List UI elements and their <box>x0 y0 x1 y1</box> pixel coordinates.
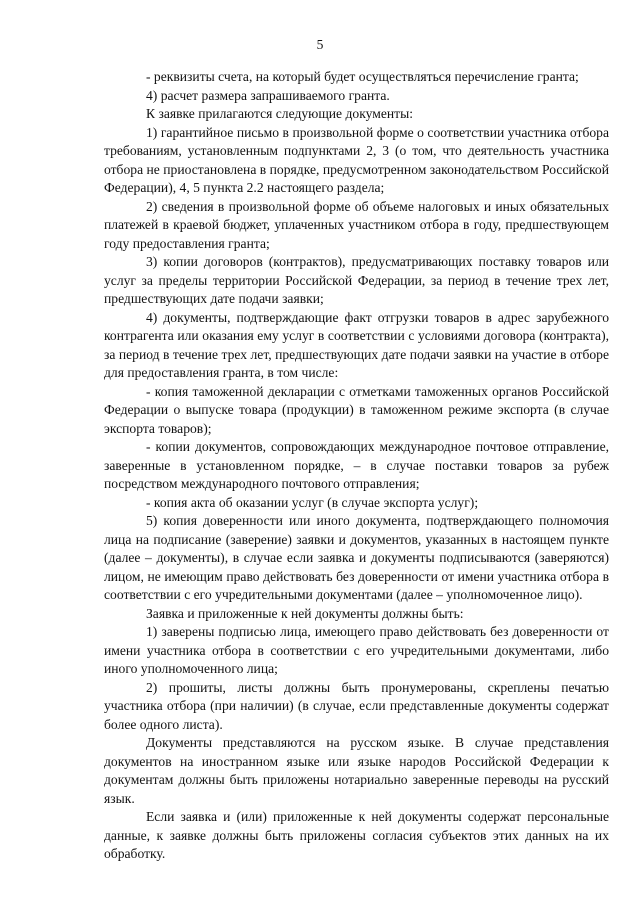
paragraph-item-5-power-of-attorney: 5) копия доверенности или иного документа, подтверждающего полномочия лица на подписание (заверение) заявки и документов, указанных в настоящем пункте (далее – документы), в случае если заявка и документы подписываются (заверяются) лицом, не имеющим право действовать без доверенности от имени участника отбора в соответствии с его учредительными документами (далее – уполномоченное лицо). <box>104 513 609 602</box>
paragraph-postal-documents: - копии документов, сопровождающих международное почтовое отправление, заверенные в установленном порядке, – в случае поставки товаров за рубеж посредством международного почтового отправления; <box>104 439 609 491</box>
page-number: 5 <box>316 37 324 52</box>
paragraph-item-4-shipment-documents: 4) документы, подтверждающие факт отгрузки товаров в адрес зарубежного контрагента или оказания ему услуг в соответствии с условиями договора (контракта), за период в течение трех лет, предшествующих дате подачи заявки на участие в отборе для предоставления гранта, в том числе: <box>104 309 609 380</box>
paragraph-requirements-intro: Заявка и приложенные к ней документы должны быть: <box>146 605 464 621</box>
paragraph-item-2-tax-payments: 2) сведения в произвольной форме об объеме налоговых и иных обязательных платежей в краевой бюджет, уплаченных участником отбора в году, предшествующем году предоставления гранта; <box>104 198 609 251</box>
paragraph-requirement-1-signature: 1) заверены подписью лица, имеющего право действовать без доверенности от имени участника отбора в соответствии с его учредительными документами, либо иного уполномоченного лица; <box>104 624 609 676</box>
paragraph-account-details: - реквизиты счета, на который будет осуществляться перечисление гранта; <box>146 69 579 84</box>
paragraph-personal-data: Если заявка и (или) приложенные к ней документы содержат персональные данные, к заявке должны быть приложены согласия субъектов этих данных на их обработку. <box>104 809 609 861</box>
paragraph-item-1-guarantee-letter: 1) гарантийное письмо в произвольной форме о соответствии участника отбора требованиям, установленным подпунктами 2, 3 (о том, что деятельность участника отбора не приостановлена в порядке, предусмотренном законодательством Российской Федерации), 4, 5 пункта 2.2 настоящего раздела; <box>104 124 609 195</box>
document-body <box>104 68 609 864</box>
paragraph-requirement-2-binding: 2) прошиты, листы должны быть пронумерованы, скреплены печатью участника отбора (при наличии) (в случае, если представленные документы содержат более одного листа). <box>104 679 609 732</box>
paragraph-service-act: - копия акта об оказании услуг (в случае экспорта услуг); <box>146 494 479 510</box>
paragraph-attached-documents-intro: К заявке прилагаются следующие документы: <box>146 106 413 121</box>
paragraph-grant-calculation: 4) расчет размера запрашиваемого гранта. <box>146 87 390 103</box>
paragraph-item-3-contracts: 3) копии договоров (контрактов), предусматривающих поставку товаров или услуг за пределы территории Российской Федерации, за период в течение трех лет, предшествующих дате подачи заявки; <box>104 254 609 306</box>
paragraph-customs-declaration: - копия таможенной декларации с отметками таможенных органов Российской Федерации о выпуске товара (продукции) в таможенном режиме экспорта (в случае экспорта товаров); <box>104 383 609 436</box>
paragraph-language: Документы представляются на русском языке. В случае представления документов на иностранном языке или языке народов Российской Федерации к документам должны быть приложены нотариально заверенные переводы на русский язык. <box>104 735 609 806</box>
